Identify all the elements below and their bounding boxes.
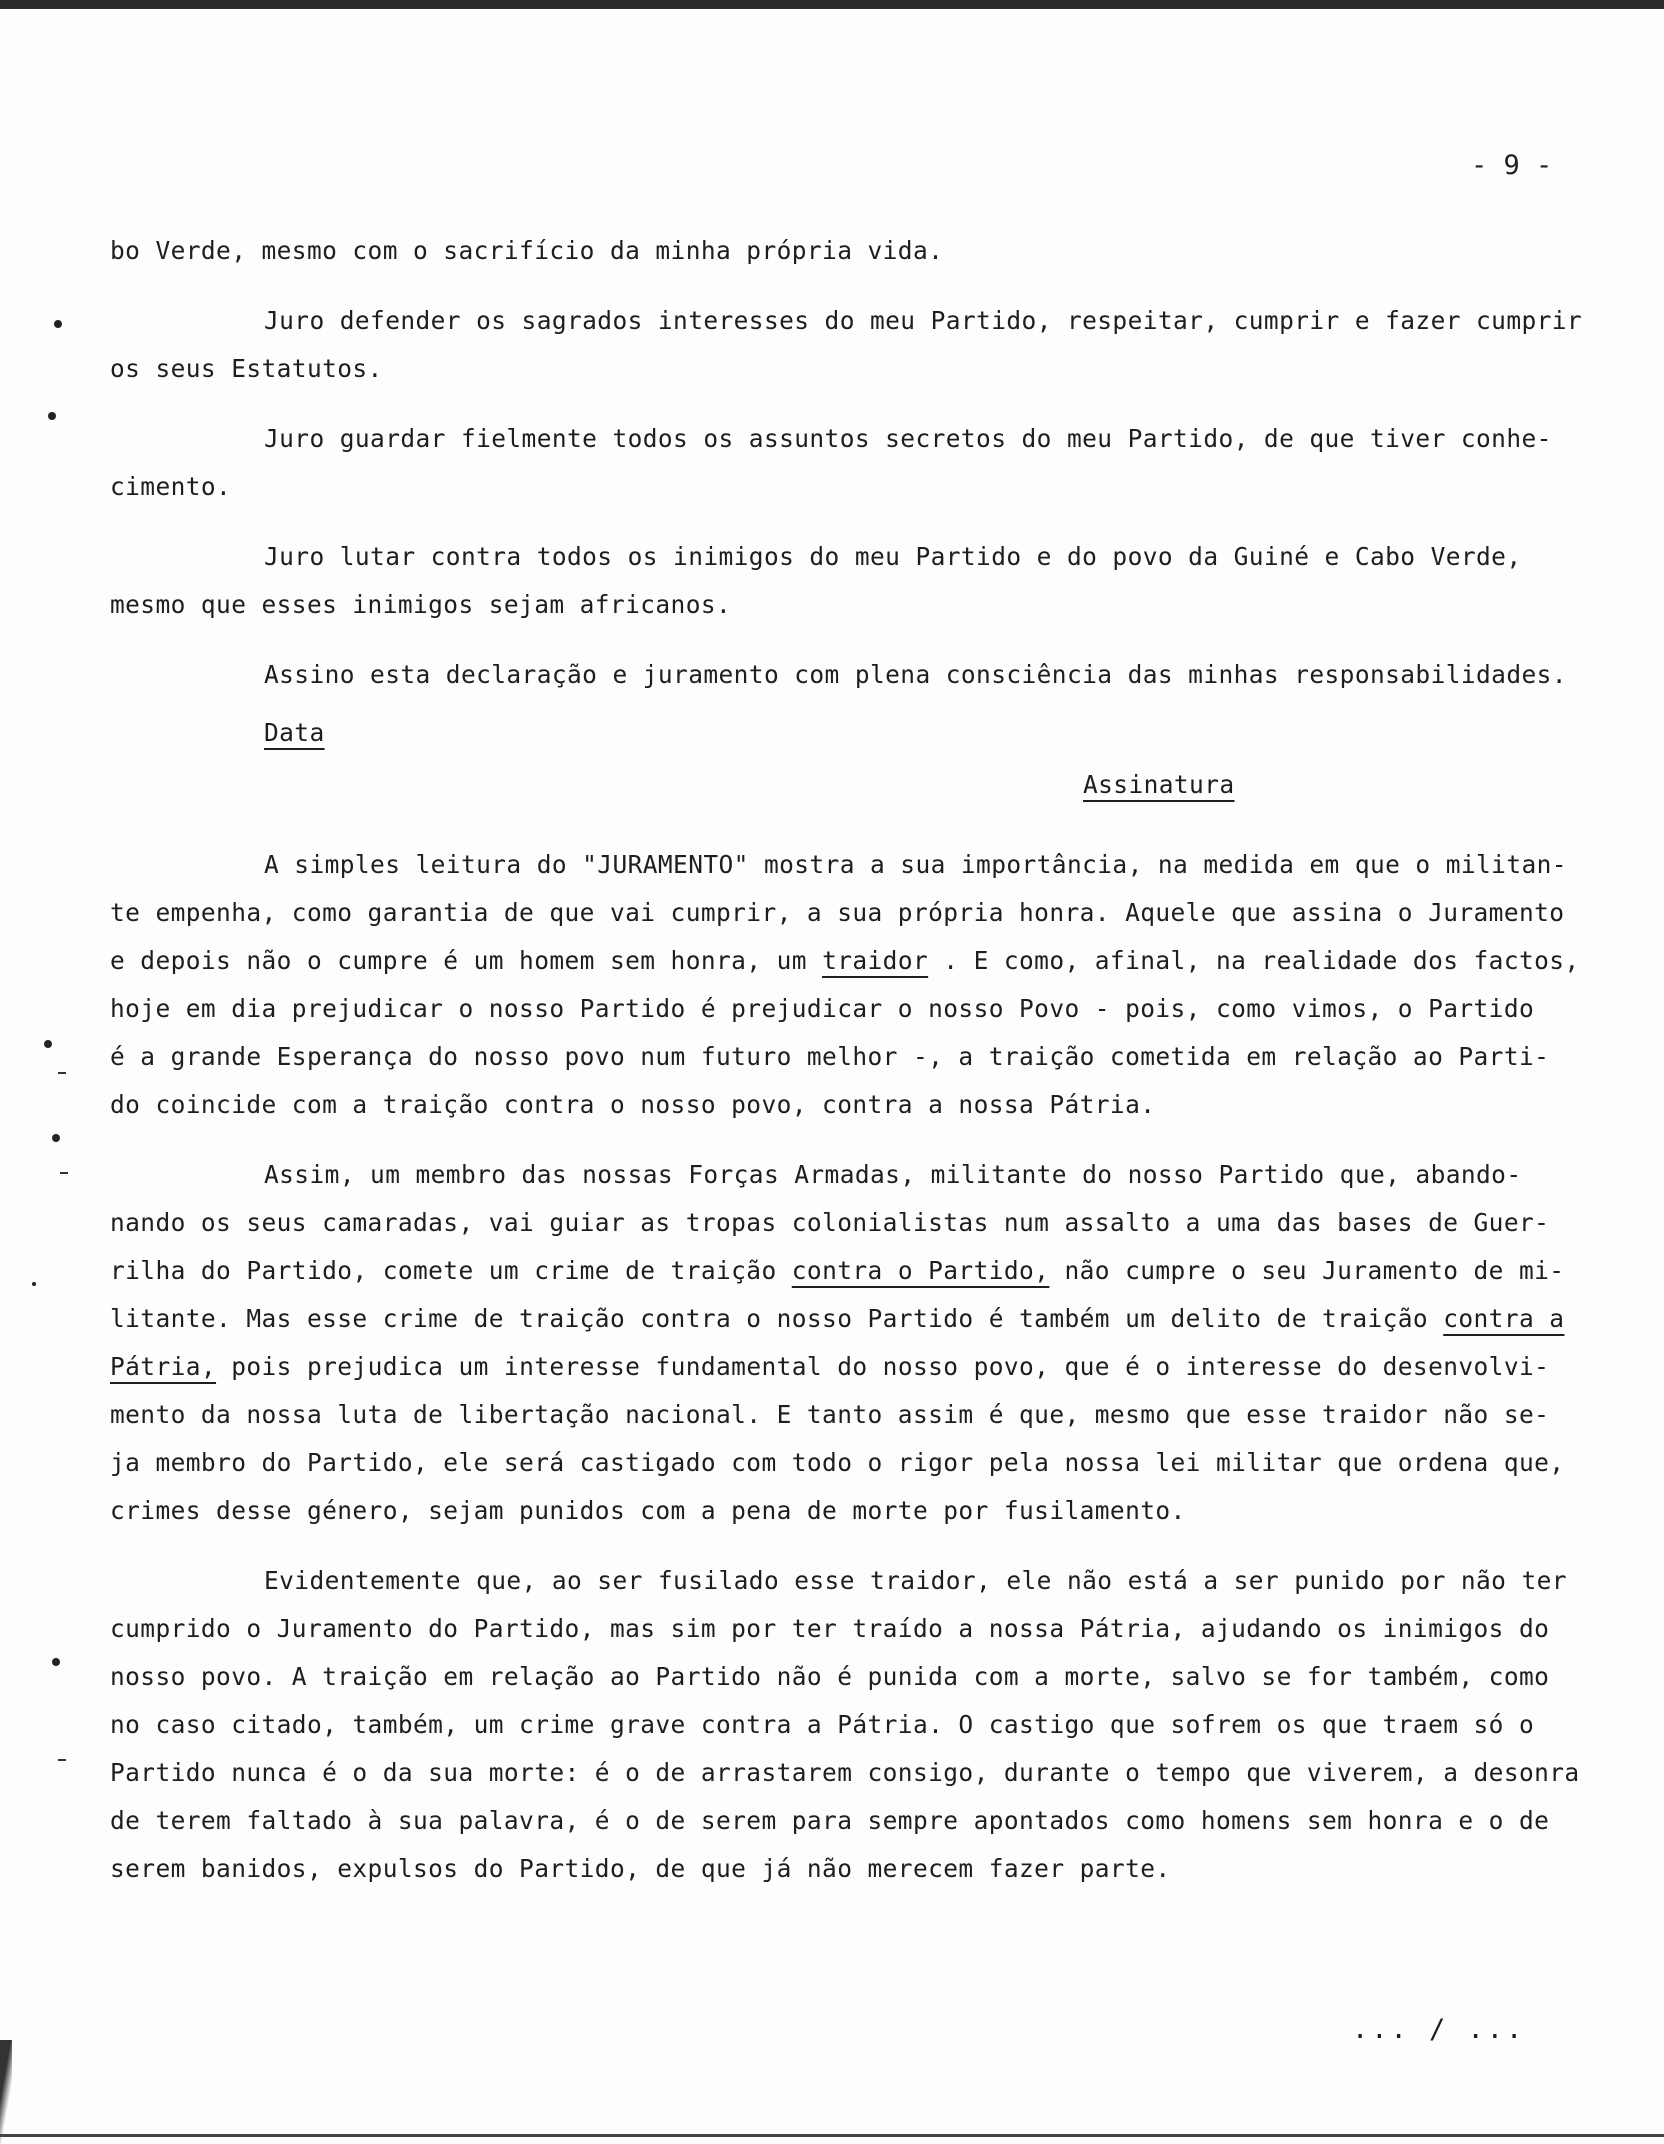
underlined-patria: Pátria, [110,1352,217,1381]
oath-keep-secrets: Juro guardar fielmente todos os assuntos secretos do meu Partido, de que tiver conhe- [264,424,1552,453]
document-body [110,227,1620,1893]
oath-defend-statutes: Juro defender os sagrados interesses do meu Partido, respeitar, cumprir e fazer cumprir [264,306,1583,335]
page-number: - 9 - [1471,150,1553,181]
text-line: os seus Estatutos. [110,354,383,383]
paragraph-2-line: nando os seus camaradas, vai guiar as tropas colonialistas num assalto a uma das bases de Guer- [110,1208,1550,1237]
text-span: litante. Mas esse crime de traição contra o nosso Partido é também um delito de traição [110,1304,1444,1333]
oath-fight-enemies: Juro lutar contra todos os inimigos do meu Partido e do povo da Guiné e Cabo Verde, [264,542,1522,571]
paragraph-3-line: no caso citado, também, um crime grave contra a Pátria. O castigo que sofrem os que traem só o [110,1710,1535,1739]
text-span: e depois não o cumpre é um homem sem honra, um [110,946,823,975]
text-span: . E como, afinal, na realidade dos factos, [928,946,1580,975]
scan-edge-shadow [0,2040,12,2144]
oath-signature-statement: Assino esta declaração e juramento com plena consciência das minhas responsabilidades. [264,660,1567,689]
paragraph-2-line: mento da nossa luta de libertação nacional. E tanto assim é que, mesmo que esse traidor não se- [110,1400,1550,1429]
paragraph-1-line [110,937,1620,985]
paragraph-3-line: Partido nunca é o da sua morte: é o de arrastarem consigo, durante o tempo que viverem, a desonra [110,1758,1580,1787]
bottom-border [0,2134,1664,2137]
scan-speck [48,412,56,420]
paragraph-2-line [110,1295,1620,1343]
scan-speck [32,1282,36,1286]
scan-speck [58,1759,66,1761]
continuation-marker: ... / ... [1352,2014,1526,2045]
text-line: bo Verde, mesmo com o sacrifício da minha própria vida. [110,236,944,265]
top-border [0,0,1664,9]
scan-speck [54,320,62,328]
scan-speck [52,1658,60,1666]
paragraph-2-line [110,1247,1620,1295]
text-line: cimento. [110,472,232,501]
paragraph-2-line: Assim, um membro das nossas Forças Armadas, militante do nosso Partido que, abando- [264,1160,1522,1189]
paragraph-3-line: Evidentemente que, ao ser fusilado esse traidor, ele não está a ser punido por não ter [264,1566,1567,1595]
paragraph-3-line: de terem faltado à sua palavra, é o de serem para sempre apontados como homens sem honra e o de [110,1806,1550,1835]
scan-speck [58,1072,66,1074]
scan-speck [44,1040,52,1048]
paragraph-1-line: é a grande Esperança do nosso povo num futuro melhor -, a traição cometida em relação ao Parti- [110,1042,1550,1071]
paragraph-2-line: ja membro do Partido, ele será castigado com todo o rigor pela nossa lei militar que ordena que, [110,1448,1565,1477]
scan-speck [52,1134,60,1142]
signature-label: Assinatura [1083,770,1235,799]
paragraph-3-line: nosso povo. A traição em relação ao Partido não é punida com a morte, salvo se for também, como [110,1662,1550,1691]
text-span: não cumpre o seu Juramento de mi- [1049,1256,1565,1285]
paragraph-2-line [110,1343,1620,1391]
underlined-contra-partido: contra o Partido, [791,1256,1050,1285]
date-label: Data [264,718,325,747]
underlined-traidor: traidor [822,946,929,975]
paragraph-1-line: A simples leitura do "JURAMENTO" mostra a sua importância, na medida em que o militan- [264,850,1567,879]
paragraph-1-line: do coincide com a traição contra o nosso povo, contra a nossa Pátria. [110,1090,1156,1119]
paragraph-1-line: te empenha, como garantia de que vai cumprir, a sua própria honra. Aquele que assina o Juramento [110,898,1565,927]
underlined-contra-a: contra a [1443,1304,1565,1333]
text-line: mesmo que esses inimigos sejam africanos. [110,590,732,619]
text-span: pois prejudica um interesse fundamental do nosso povo, que é o interesse do desenvolvi- [216,1352,1550,1381]
paragraph-1-line: hoje em dia prejudicar o nosso Partido é prejudicar o nosso Povo - pois, como vimos, o Partido [110,994,1535,1023]
paragraph-2-line: crimes desse género, sejam punidos com a pena de morte por fusilamento. [110,1496,1186,1525]
text-span: rilha do Partido, comete um crime de traição [110,1256,792,1285]
signature-label-line [110,761,1620,809]
paragraph-3-line: serem banidos, expulsos do Partido, de que já não merecem fazer parte. [110,1854,1171,1883]
date-label-line [110,709,1620,757]
paragraph-3-line: cumprido o Juramento do Partido, mas sim por ter traído a nossa Pátria, ajudando os inimigos do [110,1614,1550,1643]
scan-speck [60,1172,68,1174]
